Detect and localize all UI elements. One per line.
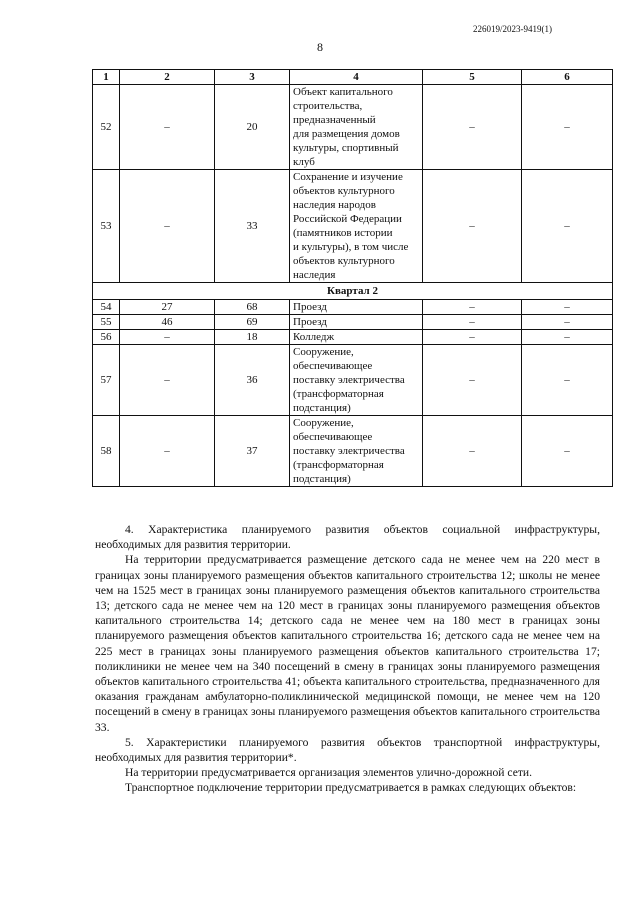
- col6-value: –: [522, 416, 613, 487]
- description-line: обеспечивающее: [293, 431, 373, 443]
- description-line: Сохранение и изучение: [293, 171, 403, 183]
- paragraph-5-heading: 5. Характеристики планируемого развития объектов транспортной инфраструктуры, необходимых для развития территории*.: [95, 735, 600, 765]
- table-row: [93, 330, 613, 345]
- col-header-2: 2: [120, 70, 215, 85]
- object-code: 20: [215, 85, 290, 170]
- description-line: культуры, спортивный: [293, 142, 399, 154]
- object-code: 18: [215, 330, 290, 345]
- table-row: [93, 300, 613, 315]
- row-number: 53: [93, 170, 120, 283]
- object-description: [290, 170, 423, 283]
- description-line: Проезд: [293, 316, 327, 328]
- col6-value: –: [522, 330, 613, 345]
- body-text: [95, 522, 600, 796]
- objects-table: [92, 69, 613, 487]
- description-line: Колледж: [293, 331, 335, 343]
- description-line: поставку электричества: [293, 445, 405, 457]
- row-number: 52: [93, 85, 120, 170]
- description-line: Объект капитального: [293, 86, 393, 98]
- description-line: Проезд: [293, 301, 327, 313]
- description-line: (трансформаторная: [293, 459, 384, 471]
- description-line: и культуры), в том числе: [293, 241, 409, 253]
- description-line: подстанция): [293, 402, 351, 414]
- description-line: подстанция): [293, 473, 351, 485]
- row-number: 57: [93, 345, 120, 416]
- description-line: обеспечивающее: [293, 360, 373, 372]
- col6-value: –: [522, 300, 613, 315]
- object-code: 37: [215, 416, 290, 487]
- object-description: [290, 300, 423, 315]
- col5-value: –: [423, 416, 522, 487]
- col6-value: –: [522, 170, 613, 283]
- col-header-6: 6: [522, 70, 613, 85]
- table-row: [93, 315, 613, 330]
- description-line: объектов культурного: [293, 185, 395, 197]
- object-code: 33: [215, 170, 290, 283]
- description-line: клуб: [293, 156, 315, 168]
- object-description: [290, 315, 423, 330]
- description-line: наследия народов: [293, 199, 376, 211]
- table-row: [93, 85, 613, 170]
- description-line: Сооружение,: [293, 346, 354, 358]
- description-line: (памятников истории: [293, 227, 393, 239]
- zone-number: –: [120, 330, 215, 345]
- object-code: 36: [215, 345, 290, 416]
- col-header-3: 3: [215, 70, 290, 85]
- row-number: 58: [93, 416, 120, 487]
- paragraph-road-network: На территории предусматривается организация элементов улично-дорожной сети.: [125, 766, 533, 780]
- section-row: [93, 283, 613, 300]
- col5-value: –: [423, 85, 522, 170]
- col-header-4: 4: [290, 70, 423, 85]
- table-row: [93, 170, 613, 283]
- col5-value: –: [423, 315, 522, 330]
- table-row: [93, 345, 613, 416]
- paragraph-4-heading: 4. Характеристика планируемого развития объектов социальной инфраструктуры, необходимых для развития территории.: [95, 523, 600, 552]
- document-number: 226019/2023-9419(1): [473, 24, 552, 34]
- description-line: (трансформаторная: [293, 388, 384, 400]
- zone-number: –: [120, 170, 215, 283]
- col-header-1: 1: [93, 70, 120, 85]
- zone-number: –: [120, 345, 215, 416]
- paragraph-social-infra: На территории предусматривается размещение детского сада не менее чем на 220 мест в границах зоны планируемого размещения объектов капитального строительства 12; школы не менее чем на 1525 мест в границах зоны планируемого размещения объектов капитального строительства 13; детского сада не менее чем на 120 мест в границах зоны планируемого размещения объектов капитального строительства 14; детского сада не менее чем на 180 мест в границах зоны планируемого размещения объектов капитального строительства 16; детского сада не менее чем на 225 мест в границах зоны планируемого размещения объектов капитального строительства 17; поликлиники не менее чем на 340 посещений в смену в границах зоны планируемого размещения объектов капитального строительства 41; объекта капитального строительства, предназначенного для оказания гражданам амбулаторно-поликлинической медицинской помощи, не менее чем на 120 посещений в смену в границах зоны планируемого размещения объектов капитального строительства 33.: [95, 553, 600, 734]
- description-line: Сооружение,: [293, 417, 354, 429]
- description-line: наследия: [293, 269, 336, 281]
- col6-value: –: [522, 345, 613, 416]
- object-code: 68: [215, 300, 290, 315]
- object-code: 69: [215, 315, 290, 330]
- col6-value: –: [522, 315, 613, 330]
- table-body-block-1: [93, 85, 613, 283]
- table-row: [93, 416, 613, 487]
- table-body-block-2: [93, 300, 613, 487]
- section-label: Квартал 2: [93, 283, 613, 300]
- row-number: 54: [93, 300, 120, 315]
- zone-number: –: [120, 416, 215, 487]
- col5-value: –: [423, 170, 522, 283]
- paragraph-transport-connection: Транспортное подключение территории предусматривается в рамках следующих объектов:: [125, 781, 577, 795]
- description-line: объектов культурного: [293, 255, 395, 267]
- description-line: предназначенный: [293, 114, 376, 126]
- zone-number: 27: [120, 300, 215, 315]
- description-line: Российской Федерации: [293, 213, 402, 225]
- object-description: [290, 85, 423, 170]
- col5-value: –: [423, 330, 522, 345]
- row-number: 55: [93, 315, 120, 330]
- zone-number: 46: [120, 315, 215, 330]
- object-description: [290, 416, 423, 487]
- table-header-row: [93, 70, 613, 85]
- object-description: [290, 330, 423, 345]
- row-number: 56: [93, 330, 120, 345]
- col5-value: –: [423, 300, 522, 315]
- col5-value: –: [423, 345, 522, 416]
- page-number: 8: [317, 40, 323, 54]
- object-description: [290, 345, 423, 416]
- description-line: поставку электричества: [293, 374, 405, 386]
- zone-number: –: [120, 85, 215, 170]
- description-line: для размещения домов: [293, 128, 400, 140]
- col6-value: –: [522, 85, 613, 170]
- description-line: строительства,: [293, 100, 363, 112]
- col-header-5: 5: [423, 70, 522, 85]
